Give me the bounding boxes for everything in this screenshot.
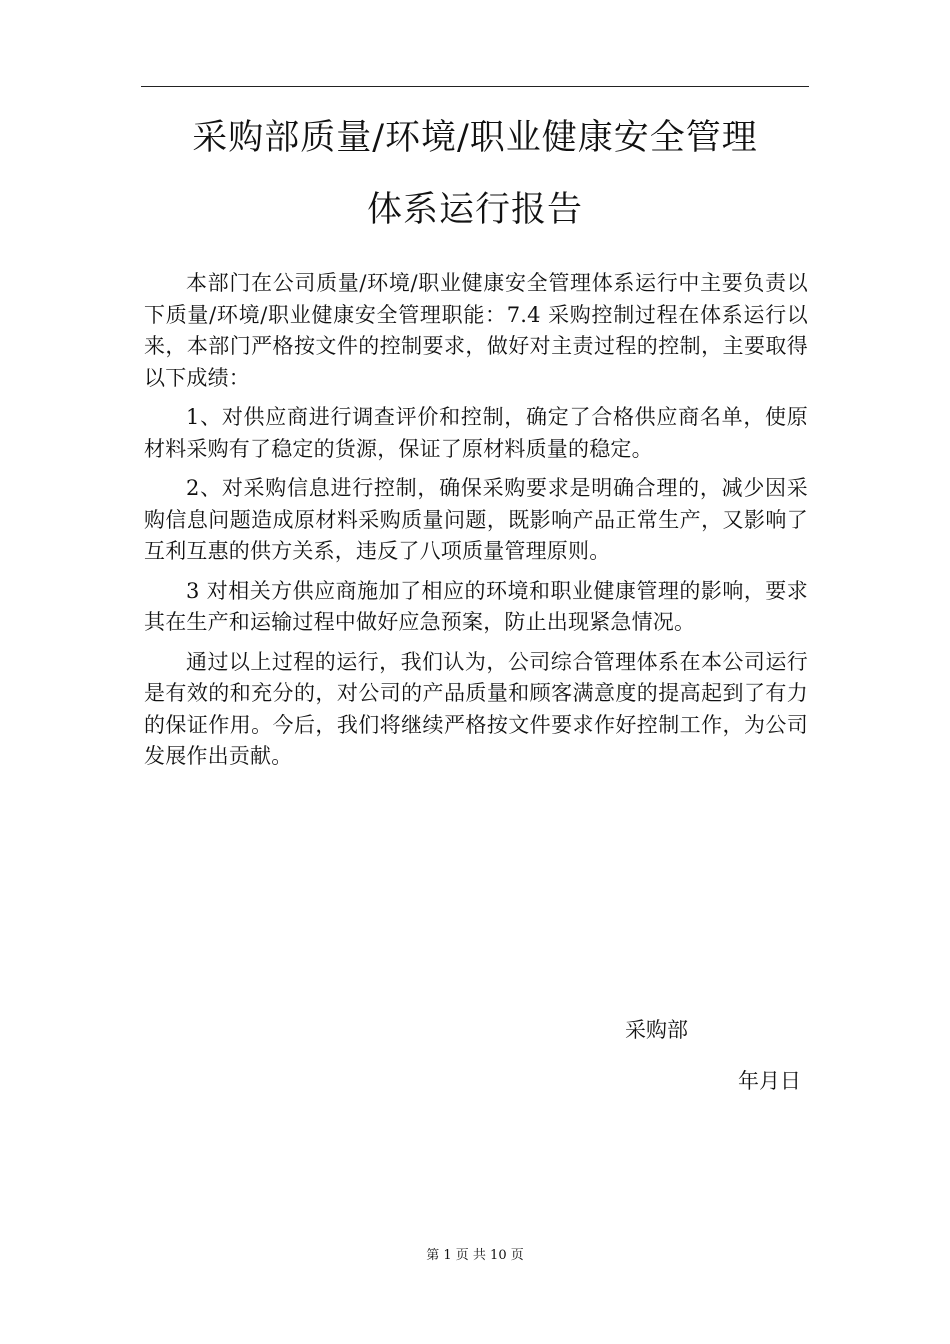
paragraph-conclusion: 通过以上过程的运行，我们认为，公司综合管理体系在本公司运行是有效的和充分的，对公司的产品质量和顾客满意度的提高起到了有力的保证作用。今后，我们将继续严格按文件要求作好控制工作，为公司发展作出贡献。 bbox=[144, 649, 808, 768]
document-title-line-1: 采购部质量/环境/职业健康安全管理 bbox=[192, 118, 758, 158]
page-number-footer: 第 1 页 共 10 页 bbox=[426, 1248, 524, 1263]
paragraph-item-1: 1、对供应商进行调查评价和控制，确定了合格供应商名单，使原材料采购有了稳定的货源，保证了原材料质量的稳定。 bbox=[144, 405, 808, 461]
paragraph-item-2: 2、对采购信息进行控制，确保采购要求是明确合理的，减少因采购信息问题造成原材料采购质量问题，既影响产品正常生产，又影响了互利互惠的供方关系，违反了八项质量管理原则。 bbox=[144, 476, 808, 563]
document-title-line-2: 体系运行报告 bbox=[366, 190, 583, 230]
paragraph-item-3: 3 对相关方供应商施加了相应的环境和职业健康管理的影响，要求其在生产和运输过程中做好应急预案，防止出现紧急情况。 bbox=[144, 578, 808, 634]
header-rule bbox=[141, 86, 809, 87]
paragraph-intro: 本部门在公司质量/环境/职业健康安全管理体系运行中主要负责以下质量/环境/职业健康安全管理职能：7.4 采购控制过程在体系运行以来，本部门严格按文件的控制要求，做好对主责过程的控制，主要取得以下成绩： bbox=[144, 271, 808, 390]
document-body bbox=[144, 268, 808, 781]
signature-date: 年月日 bbox=[738, 1069, 801, 1093]
signature-department: 采购部 bbox=[625, 1018, 688, 1042]
